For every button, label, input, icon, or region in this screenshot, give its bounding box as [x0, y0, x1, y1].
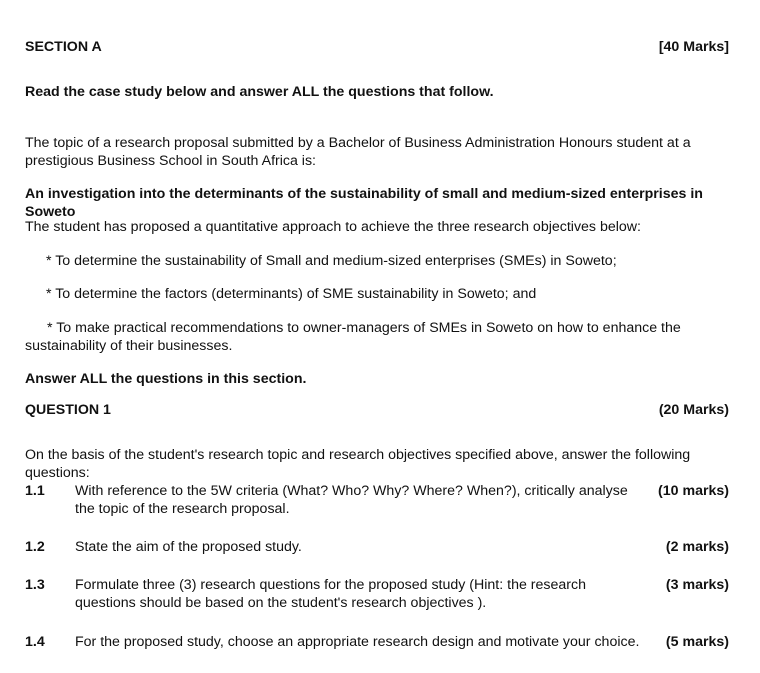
question-item-marks: (5 marks)	[665, 634, 729, 650]
question-number: 1.3	[25, 577, 45, 593]
approach-paragraph: The student has proposed a quantitative approach to achieve the three research objectives below:	[25, 219, 641, 235]
objective-3: * To make practical recommendations to owner-managers of SMEs in Soweto on how to enhance the sustainability of their businesses.	[25, 320, 681, 354]
question-item-marks: (2 marks)	[665, 539, 729, 555]
answer-all-instruction: Answer ALL the questions in this section.	[25, 371, 307, 387]
question-item-marks: (10 marks)	[658, 483, 729, 499]
question-lead: On the basis of the student's research topic and research objectives specified above, answer the following questions:	[25, 447, 691, 481]
question-text: State the aim of the proposed study.	[75, 539, 302, 555]
section-title: SECTION A	[25, 39, 102, 55]
question-text: With reference to the 5W criteria (What? Who? Why? Where? When?), critically analyse the topic of the research proposal.	[75, 483, 628, 517]
objective-2: * To determine the factors (determinants) of SME sustainability in Soweto; and	[46, 286, 537, 302]
question-number: 1.2	[25, 539, 45, 555]
objective-1: * To determine the sustainability of Small and medium-sized enterprises (SMEs) in Soweto;	[46, 253, 617, 269]
question-number: 1.4	[25, 634, 45, 650]
question-title: QUESTION 1	[25, 402, 111, 418]
question-header	[25, 401, 729, 419]
question-text: For the proposed study, choose an appropriate research design and motivate your choice.	[75, 634, 640, 650]
section-header	[25, 38, 729, 56]
question-number: 1.1	[25, 483, 45, 499]
section-marks: [40 Marks]	[658, 39, 729, 55]
question-text: Formulate three (3) research questions for the proposed study (Hint: the research questions should be based on the student's research objectives ).	[75, 577, 586, 611]
instruction: Read the case study below and answer ALL the questions that follow.	[25, 84, 494, 100]
question-marks: (20 Marks)	[658, 402, 729, 418]
question-item-marks: (3 marks)	[665, 577, 729, 593]
intro-paragraph: The topic of a research proposal submitted by a Bachelor of Business Administration Honours student at a prestigious Business School in South Africa is:	[25, 135, 691, 169]
research-topic: An investigation into the determinants of the sustainability of small and medium-sized enterprises in Soweto	[25, 186, 703, 220]
